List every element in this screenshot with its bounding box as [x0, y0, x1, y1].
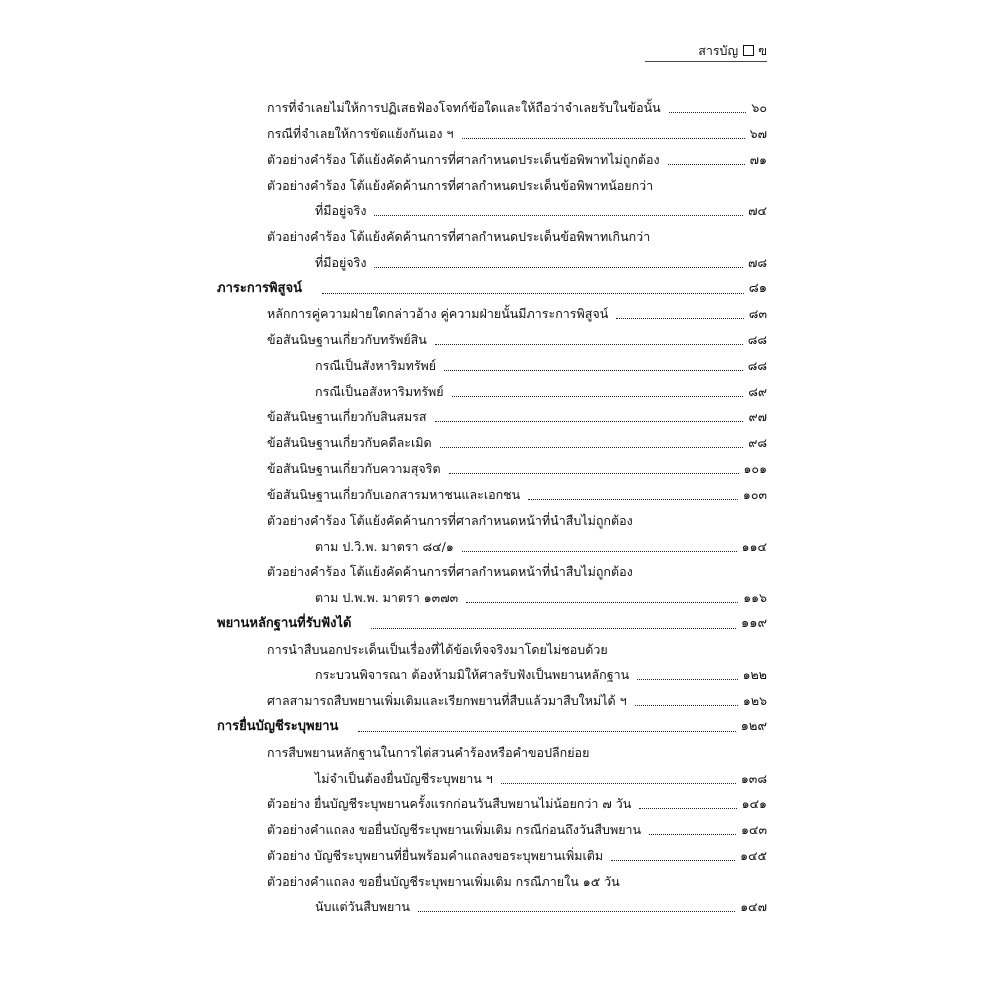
toc-entry-page: ๘๘: [747, 358, 767, 373]
toc-entry-page: ๗๑: [749, 152, 767, 167]
toc-entry-title: ที่มีอยู่จริง: [315, 255, 367, 270]
toc-entry-title: ศาลสามารถสืบพยานเพิ่มเติมและเรียกพยานที่สืบแล้วมาสืบใหม่ได้ ฯ: [267, 693, 627, 708]
toc-entry-page: ๑๐๓: [742, 487, 767, 502]
toc-entry: [267, 557, 767, 581]
toc-entry-page: ๙๘: [748, 435, 767, 450]
toc-entry-page: ๑๔๕: [740, 848, 767, 863]
toc-entry-page: ๖๐: [751, 100, 767, 115]
toc-entry: [315, 377, 767, 401]
toc-entry-title: ตัวอย่างคำแถลง ขอยื่นบัญชีระบุพยานเพิ่มเติม กรณีภายใน ๑๕ วัน: [267, 874, 620, 889]
toc-entry-page: ๗๘: [747, 255, 767, 270]
dot-leader: [462, 138, 745, 139]
toc-entry-title: หลักการคู่ความฝ่ายใดกล่าวอ้าง คู่ความฝ่ายนั้นมีภาระการพิสูจน์: [267, 306, 609, 321]
dot-leader: [449, 473, 739, 474]
toc-entry: [315, 660, 767, 684]
toc-entry-title: ตัวอย่างคำร้อง โต้แย้งคัดค้านการที่ศาลกำหนดประเด็นข้อพิพาทเกินกว่า: [267, 229, 651, 244]
dot-leader: [435, 421, 744, 422]
dot-leader: [371, 628, 735, 629]
toc-entry: [267, 171, 767, 195]
toc-entry-title: ตัวอย่างคำร้อง โต้แย้งคัดค้านการที่ศาลกำหนดหน้าที่นำสืบไม่ถูกต้อง: [267, 564, 633, 579]
dot-leader: [418, 911, 735, 912]
toc-entry: [267, 815, 767, 839]
dot-leader: [611, 860, 735, 861]
toc-entry-page: ๑๔๗: [740, 899, 767, 914]
toc-entry-title: ที่มีอยู่จริง: [315, 203, 367, 218]
dot-leader: [358, 731, 735, 732]
toc-entry: [267, 454, 767, 478]
toc-entry-title: ภาระการพิสูจน์: [217, 281, 302, 296]
toc-entry-page: ๗๔: [748, 203, 767, 218]
toc-entry: [267, 145, 767, 169]
dot-leader: [374, 215, 743, 216]
toc-entry-page: ๑๒๖: [742, 693, 767, 708]
toc-entry: [267, 119, 767, 143]
toc-entry-page: ๙๗: [748, 409, 767, 424]
toc-entry-page: ๘๙: [748, 384, 767, 399]
toc-entry-title: นับแต่วันสืบพยาน: [315, 899, 410, 914]
toc-entry-title: การสืบพยานหลักฐานในการไต่สวนคำร้องหรือคำขอปลีกย่อย: [267, 745, 590, 760]
toc-entry: [267, 867, 767, 891]
toc-entry-title: ตัวอย่างคำร้อง โต้แย้งคัดค้านการที่ศาลกำหนดประเด็นข้อพิพาทน้อยกว่า: [267, 178, 654, 193]
toc-entry: [267, 299, 767, 323]
toc-entry: [315, 248, 767, 272]
toc-entry-page: ๑๒๒: [742, 667, 767, 682]
toc-entry: [267, 841, 767, 865]
toc-entry-title: กรณีเป็นสังหาริมทรัพย์: [315, 358, 437, 373]
toc-entry-title: การที่จำเลยไม่ให้การปฏิเสธฟ้องโจทก์ข้อใดและให้ถือว่าจำเลยรับในข้อนั้น: [267, 100, 661, 115]
toc-entry-title: กรณีที่จำเลยให้การขัดแย้งกันเอง ฯ: [267, 126, 454, 141]
toc-entry-page: ๑๑๖: [743, 590, 767, 605]
toc-entry: [267, 686, 767, 710]
toc-entry-page: ๑๔๓: [741, 822, 767, 837]
toc-entry-title: ข้อสันนิษฐานเกี่ยวกับทรัพย์สิน: [267, 332, 427, 347]
dot-leader: [669, 112, 747, 113]
toc-entry: [267, 428, 767, 452]
dot-leader: [466, 602, 738, 603]
toc-entry-page: ๑๒๙: [740, 719, 767, 734]
toc-section-heading: [217, 712, 767, 736]
toc-entry-title: ข้อสันนิษฐานเกี่ยวกับคดีละเมิด: [267, 435, 432, 450]
toc-entry-title: กรณีเป็นอสังหาริมทรัพย์: [315, 384, 444, 399]
dot-leader: [452, 396, 744, 397]
toc-entry-title: ข้อสันนิษฐานเกี่ยวกับเอกสารมหาชนและเอกชน: [267, 487, 521, 502]
dot-leader: [374, 267, 743, 268]
toc-entry-title: ตัวอย่างคำร้อง โต้แย้งคัดค้านการที่ศาลกำหนดประเด็นข้อพิพาทไม่ถูกต้อง: [267, 152, 660, 167]
toc-entry-page: ๑๑๙: [740, 616, 767, 631]
dot-leader: [462, 551, 737, 552]
toc-entry-page: ๘๓: [748, 306, 767, 321]
toc-entry: [267, 506, 767, 530]
toc-entry-title: ตัวอย่าง บัญชีระบุพยานที่ยื่นพร้อมคำแถลงขอระบุพยานเพิ่มเติม: [267, 848, 604, 863]
toc-entry-title: กระบวนพิจารณา ต้องห้ามมิให้ศาลรับฟังเป็นพยานหลักฐาน: [315, 667, 630, 682]
dot-leader: [444, 370, 743, 371]
toc-section-heading: [217, 609, 767, 633]
toc-entry-page: ๑๔๑: [741, 796, 767, 811]
toc-entry: [267, 635, 767, 659]
toc-entry-title: ตัวอย่างคำร้อง โต้แย้งคัดค้านการที่ศาลกำหนดหน้าที่นำสืบไม่ถูกต้อง: [267, 513, 633, 528]
toc-entry-title: ข้อสันนิษฐานเกี่ยวกับสินสมรส: [267, 409, 427, 424]
toc-entry: [315, 532, 767, 556]
toc-entry: [267, 325, 767, 349]
toc-entry-title: ตัวอย่าง ยื่นบัญชีระบุพยานครั้งแรกก่อนวันสืบพยานไม่น้อยกว่า ๗ วัน: [267, 796, 632, 811]
toc-entry-title: ตาม ป.พ.พ. มาตรา ๑๓๗๓: [315, 590, 459, 605]
toc-entry: [267, 402, 767, 426]
toc-entry-page: ๖๗: [749, 126, 767, 141]
dot-leader: [635, 705, 738, 706]
dot-leader: [501, 783, 736, 784]
toc-entry: [267, 738, 767, 762]
toc-entry-title: ตาม ป.วิ.พ. มาตรา ๘๔/๑: [315, 539, 454, 554]
dot-leader: [440, 447, 744, 448]
dot-leader: [528, 499, 738, 500]
toc-entry: [267, 93, 767, 117]
toc-entry-title: การยื่นบัญชีระบุพยาน: [217, 719, 339, 734]
header-page-number: ฃ: [758, 43, 767, 58]
toc-entry-title: การนำสืบนอกประเด็นเป็นเรื่องที่ได้ข้อเท็จจริงมาโดยไม่ชอบด้วย: [267, 642, 608, 657]
toc-entry-page: ๑๓๘: [740, 771, 767, 786]
toc-entry: [315, 583, 767, 607]
toc-entry: [267, 222, 767, 246]
toc-entry-page: ๘๘: [747, 332, 767, 347]
toc-entry-title: ไม่จำเป็นต้องยื่นบัญชีระบุพยาน ฯ: [315, 771, 493, 786]
toc-entry: [315, 351, 767, 375]
dot-leader: [649, 834, 736, 835]
toc-entry-page: ๑๑๔: [741, 539, 767, 554]
dot-leader: [435, 344, 743, 345]
toc-entry-title: ตัวอย่างคำแถลง ขอยื่นบัญชีระบุพยานเพิ่มเติม กรณีก่อนถึงวันสืบพยาน: [267, 822, 642, 837]
dot-leader: [668, 164, 745, 165]
toc-entry: [315, 764, 767, 788]
toc-entry: [315, 892, 767, 916]
dot-leader: [637, 679, 737, 680]
toc-entry-title: ข้อสันนิษฐานเกี่ยวกับความสุจริต: [267, 461, 441, 476]
toc-entry: [267, 789, 767, 813]
header-title: สารบัญ: [698, 43, 739, 58]
toc-entry-page: ๑๐๑: [743, 461, 767, 476]
toc-entry-title: พยานหลักฐานที่รับฟังได้: [217, 616, 352, 631]
dot-leader: [639, 808, 736, 809]
toc-section-heading: [217, 274, 767, 298]
dot-leader: [616, 318, 744, 319]
toc-entry: [267, 480, 767, 504]
toc-entry: [315, 196, 767, 220]
dot-leader: [322, 293, 744, 294]
toc-entry-page: ๘๑: [748, 281, 767, 296]
